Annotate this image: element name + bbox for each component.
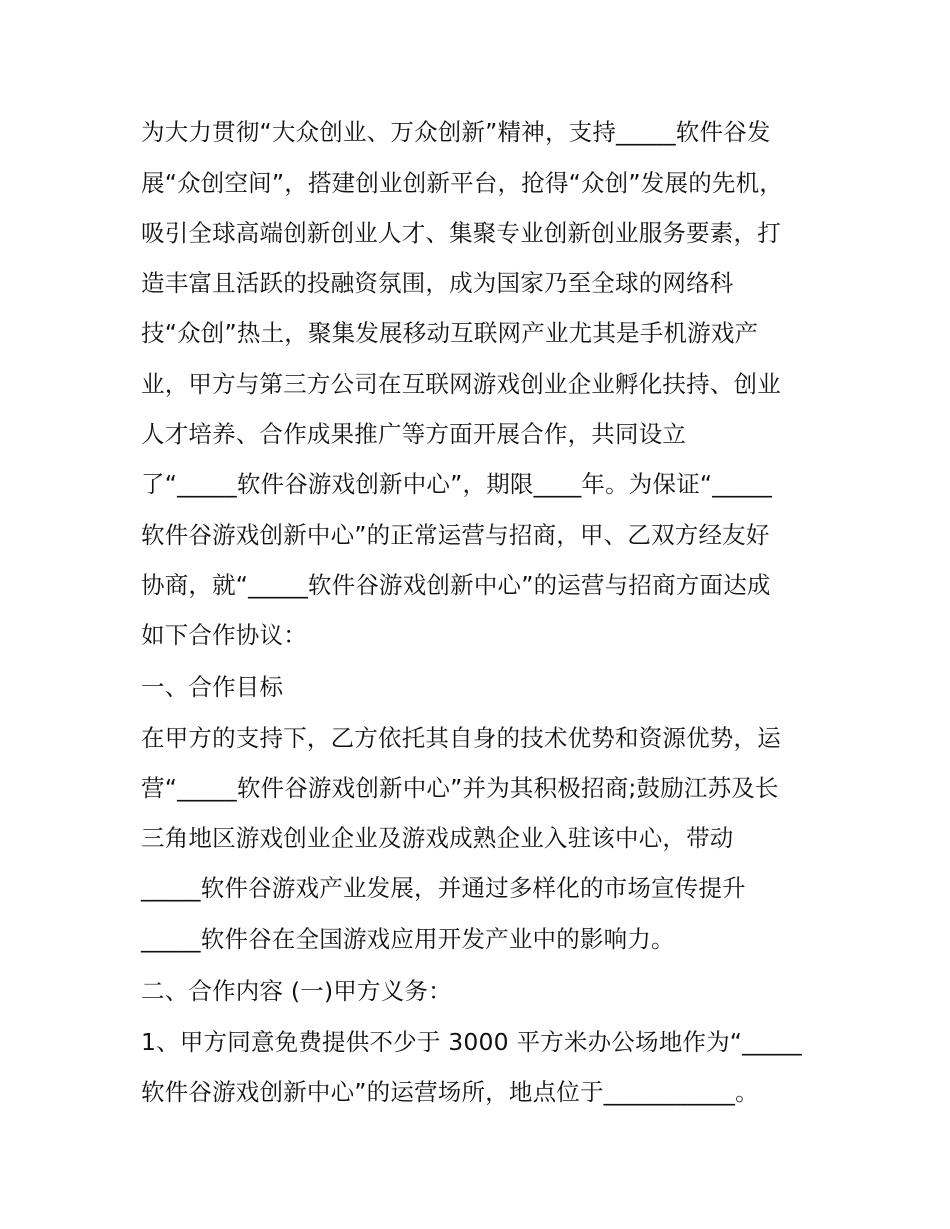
paragraph-line: 如下合作协议：	[141, 621, 307, 649]
paragraph-line: 了“_____软件谷游戏创新中心”，期限____年。为保证“_____	[141, 470, 773, 498]
paragraph-line: 展“众创空间”，搭建创业创新平台，抢得“众创”发展的先机，	[141, 169, 783, 197]
paragraph-line: 软件谷游戏创新中心”的运营场所，地点位于___________。	[141, 1078, 759, 1106]
paragraph-line: 营“_____软件谷游戏创新中心”并为其积极招商;鼓励江苏及长	[141, 774, 779, 802]
paragraph-line: 三角地区游戏创业企业及游戏成熟企业入驻该中心，带动	[141, 824, 734, 852]
section-heading: 一、合作目标	[141, 673, 284, 701]
paragraph-line: 技“众创”热土，聚集发展移动互联网产业尤其是手机游戏产	[141, 319, 759, 347]
paragraph-line: 为大力贯彻“大众创业、万众创新”精神，支持_____软件谷发	[141, 118, 771, 146]
paragraph-line: 人才培养、合作成果推广等方面开展合作，共同设立	[141, 420, 687, 448]
paragraph-line: 业，甲方与第三方公司在互联网游戏创业企业孵化扶持、创业	[141, 370, 781, 398]
paragraph-line: _____软件谷游戏产业发展，并通过多样化的市场宣传提升	[141, 874, 746, 902]
paragraph-line: 软件谷游戏创新中心”的正常运营与招商，甲、乙双方经友好	[141, 521, 770, 549]
section-heading: 二、合作内容 (一)甲方义务：	[141, 977, 452, 1005]
paragraph-line: 1、甲方同意免费提供不少于 3000 平方米办公场地作为“_____	[141, 1028, 802, 1056]
paragraph-line: 协商，就“_____软件谷游戏创新中心”的运营与招商方面达成	[141, 571, 771, 599]
paragraph-line: 在甲方的支持下，乙方依托其自身的技术优势和资源优势，运	[141, 724, 781, 752]
paragraph-line: 吸引全球高端创新创业人才、集聚专业创新创业服务要素，打	[141, 219, 781, 247]
paragraph-line: _____软件谷在全国游戏应用开发产业中的影响力。	[141, 925, 675, 953]
paragraph-line: 造丰富且活跃的投融资氛围，成为国家乃至全球的网络科	[141, 269, 734, 297]
